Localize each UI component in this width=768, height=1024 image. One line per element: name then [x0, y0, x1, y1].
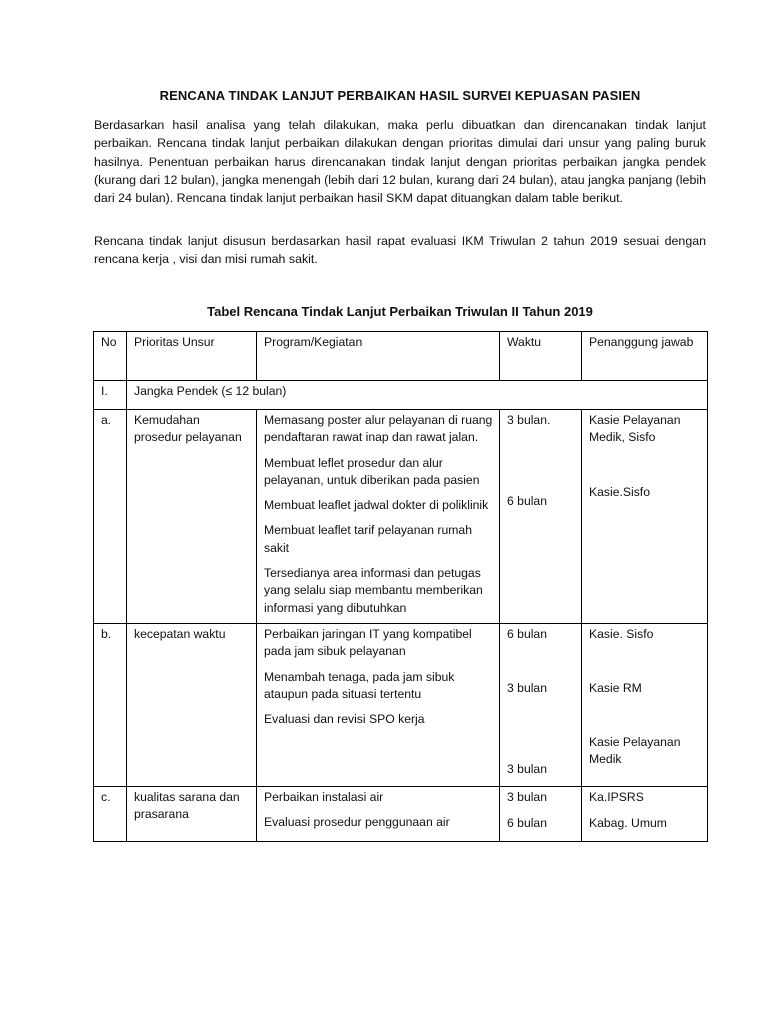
header-no: No [94, 332, 127, 381]
row-penanggung-jawab [582, 410, 708, 624]
row-waktu [500, 786, 582, 841]
pj-item: Kabag. Umum [589, 815, 667, 830]
header-waktu: Waktu [500, 332, 582, 381]
section-no: I. [94, 381, 127, 410]
row-unsur: kualitas sarana dan prasarana [127, 786, 257, 841]
row-waktu [500, 410, 582, 624]
program-item: Membuat leflet prosedur dan alur pelayanan, untuk diberikan pada pasien [264, 455, 480, 487]
program-item: Membuat leaflet jadwal dokter di poliklinik [264, 498, 489, 513]
table-row [94, 623, 708, 786]
section-row [94, 381, 708, 410]
row-programs [257, 410, 500, 624]
row-no: a. [94, 410, 127, 624]
program-item: Tersedianya area informasi dan petugas yang selalu siap membantu memberikan informasi yang dibutuhkan [264, 566, 483, 615]
header-penanggung-jawab: Penanggung jawab [582, 332, 708, 381]
row-penanggung-jawab [582, 786, 708, 841]
action-plan-table [93, 331, 708, 842]
waktu-item: 3 bulan [507, 761, 547, 776]
row-no: c. [94, 786, 127, 841]
program-item: Perbaikan instalasi air [264, 789, 384, 804]
table-row [94, 786, 708, 841]
row-programs [257, 786, 500, 841]
table-title: Tabel Rencana Tindak Lanjut Perbaikan Triwulan II Tahun 2019 [207, 304, 593, 319]
program-item: Membuat leaflet tarif pelayanan rumah sakit [264, 523, 472, 555]
pj-item: Ka.IPSRS [589, 789, 644, 804]
section-label: Jangka Pendek (≤ 12 bulan) [127, 381, 708, 410]
pj-item: Kasie RM [589, 680, 642, 695]
waktu-item: 6 bulan [507, 815, 547, 830]
row-programs [257, 623, 500, 786]
header-program: Program/Kegiatan [257, 332, 500, 381]
pj-item: Kasie Pelayanan Medik, Sisfo [589, 413, 681, 445]
row-waktu [500, 623, 582, 786]
basis-paragraph: Rencana tindak lanjut disusun berdasarkan hasil rapat evaluasi IKM Triwulan 2 tahun 2019 sesuai dengan rencana kerja , visi dan misi rumah sakit. [94, 234, 706, 267]
waktu-item: 6 bulan [507, 494, 547, 508]
row-unsur: Kemudahan prosedur pelayanan [127, 410, 257, 624]
pj-item: Kasie. Sisfo [589, 626, 654, 641]
document-title: RENCANA TINDAK LANJUT PERBAIKAN HASIL SURVEI KEPUASAN PASIEN [159, 88, 641, 103]
table-header-row [94, 332, 708, 381]
row-unsur: kecepatan waktu [127, 623, 257, 786]
row-penanggung-jawab [582, 623, 708, 786]
program-item: Evaluasi dan revisi SPO kerja [264, 712, 425, 727]
table-row [94, 410, 708, 624]
program-item: Memasang poster alur pelayanan di ruang pendaftaran rawat inap dan rawat jalan. [264, 413, 493, 445]
row-no: b. [94, 623, 127, 786]
program-item: Perbaikan jaringan IT yang kompatibel pada jam sibuk pelayanan [264, 626, 472, 659]
header-prioritas: Prioritas Unsur [127, 332, 257, 381]
program-item: Menambah tenaga, pada jam sibuk ataupun pada situasi tertentu [264, 669, 455, 701]
intro-paragraph: Berdasarkan hasil analisa yang telah dilakukan, maka perlu dibuatkan dan direncanakan tindak lanjut perbaikan. Rencana tindak lanjut perbaikan dilakukan dengan prioritas dimulai dari unsur yang paling buruk hasilnya. Penentuan perbaikan harus direncanakan tindak lanjut dengan prioritas perbaikan jangka pendek (kurang dari 12 bulan), jangka menengah (lebih dari 12 bulan, kurang dari 24 bulan), atau jangka panjang (lebih dari 24 bulan). Rencana tindak lanjut perbaikan hasil SKM dapat dituangkan dalam table berikut. [94, 118, 706, 206]
pj-item: Kasie Pelayanan Medik [589, 734, 681, 767]
waktu-item: 3 bulan [507, 680, 547, 695]
waktu-item: 6 bulan [507, 626, 547, 641]
pj-item: Kasie.Sisfo [589, 485, 650, 499]
waktu-item: 3 bulan. [507, 413, 551, 427]
program-item: Evaluasi prosedur penggunaan air [264, 815, 450, 830]
waktu-item: 3 bulan [507, 789, 547, 804]
